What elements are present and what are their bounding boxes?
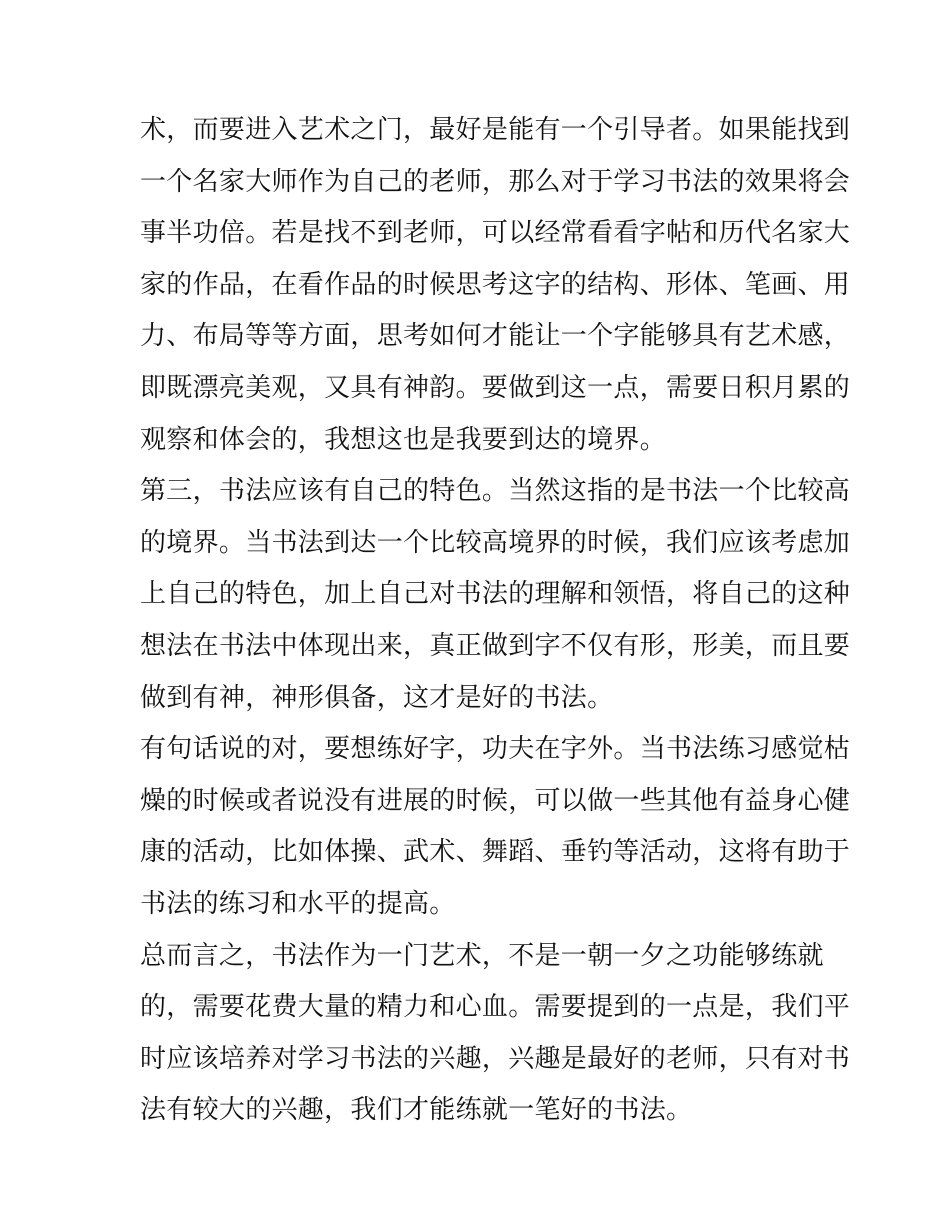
text-line: 的境界。当书法到达一个比较高境界的时候，我们应该考虑加 [140,527,851,558]
document-body [140,105,851,1137]
text-line: 法有较大的兴趣，我们才能练就一笔好的书法。 [140,1095,693,1126]
text-line: 有句话说的对，要想练好字，功夫在字外。当书法练习感觉枯 [140,734,851,765]
text-line: 力、布局等等方面，思考如何才能让一个字能够具有艺术感， [140,321,851,352]
text-line: 上自己的特色，加上自己对书法的理解和领悟，将自己的这种 [140,579,851,610]
text-line: 即既漂亮美观，又具有神韵。要做到这一点，需要日积月累的 [140,372,851,403]
text-line: 书法的练习和水平的提高。 [140,888,456,919]
text-line: 术，而要进入艺术之门，最好是能有一个引导者。如果能找到 [140,115,851,145]
text-line: 燥的时候或者说没有进展的时候，可以做一些其他有益身心健 [140,785,851,816]
text-line: 观察和体会的，我想这也是我要到达的境界。 [140,424,667,455]
text-line: 想法在书法中体现出来，真正做到字不仅有形，形美，而且要 [140,630,851,661]
text-line: 事半功倍。若是找不到老师，可以经常看看字帖和历代名家大 [140,218,851,249]
text-line: 家的作品，在看作品的时候思考这字的结构、形体、笔画、用 [140,269,851,300]
text-line: 第三，书法应该有自己的特色。当然这指的是书法一个比较高 [140,476,851,507]
text-line: 一个名家大师作为自己的老师，那么对于学习书法的效果将会 [140,166,851,197]
text-line: 的，需要花费大量的精力和心血。需要提到的一点是，我们平 [140,992,851,1023]
text-line: 做到有神，神形俱备，这才是好的书法。 [140,682,614,713]
text-line: 总而言之，书法作为一门艺术，不是一朝一夕之功能够练就 [140,940,824,971]
text-line: 时应该培养对学习书法的兴趣，兴趣是最好的老师，只有对书 [140,1043,851,1074]
text-line: 康的活动，比如体操、武术、舞蹈、垂钓等活动，这将有助于 [140,837,851,868]
